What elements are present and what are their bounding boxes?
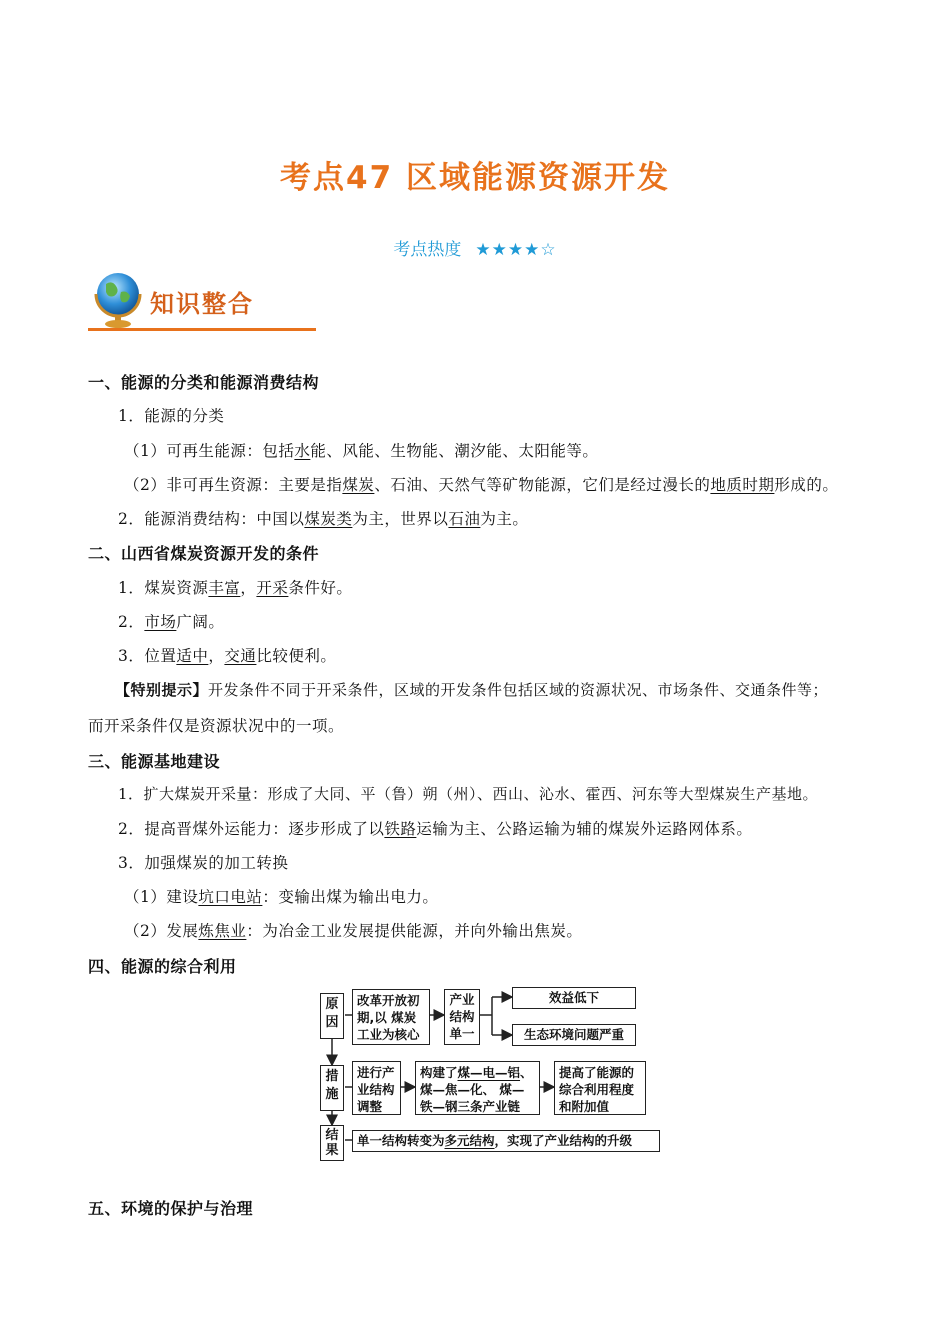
paragraph: 1．扩大煤炭开采量：形成了大同、平（鲁）朔（州）、西山、沁水、霍西、河东等大型煤炭生产基地。 [118,785,819,803]
section-heading: 二、山西省煤炭资源开发的条件 [88,544,320,563]
paragraph: 2．能源消费结构：中国以煤炭类为主，世界以石油为主。 [118,510,529,528]
section-heading: 五、环境的保护与治理 [88,1199,254,1218]
adjust-structure-box: 进行产业结构调整 [352,1061,401,1115]
paragraph: 3．加强煤炭的加工转换 [118,854,289,872]
paragraph: （2）发展炼焦业：为冶金工业发展提供能源，并向外输出焦炭。 [124,922,583,940]
industry-chains-box: 构建了煤—电—铝、煤—焦—化、 煤—铁—钢三条产业链 [415,1061,540,1115]
paragraph: 1．能源的分类 [118,407,225,425]
improve-utilization-box: 提高了能源的综合利用程度和附加值 [554,1061,646,1115]
heat-rating [0,235,950,260]
paragraph: 2．市场广阔。 [118,613,225,631]
tip-paragraph-continued: 而开采条件仅是资源状况中的一项。 [88,717,345,735]
page-title: 考点47 区域能源资源开发 [280,160,670,196]
result-label: 结果 [320,1125,344,1161]
star-rating: ★★★★☆ [475,240,557,260]
paragraph: 2．提高晋煤外运能力：逐步形成了以铁路运输为主、公路运输为辅的煤炭外运路网体系。 [118,820,753,838]
result-box: 单一结构转变为多元结构，实现了产业结构的升级 [352,1130,660,1152]
single-industry-box: 产业结构单一 [444,989,480,1045]
tip-paragraph: 【特别提示】开发条件不同于开采条件，区域的开发条件包括区域的资源状况、市场条件、交通条件等； [115,681,829,699]
section-heading: 四、能源的综合利用 [88,957,237,976]
paragraph: （1）可再生能源：包括水能、风能、生物能、潮汐能、太阳能等。 [124,442,599,460]
banner-underline [88,328,316,331]
paragraph: （2）非可再生资源：主要是指煤炭、石油、天然气等矿物能源，它们是经过漫长的地质时期形成的。 [124,476,839,494]
banner-label: 知识整合 [150,290,254,318]
reason-label: 原因 [320,993,344,1039]
heat-label: 考点热度 [393,240,462,260]
eco-problem-box: 生态环境问题严重 [512,1024,636,1046]
paragraph: 3．位置适中，交通比较便利。 [118,647,337,665]
energy-utilization-diagram [318,985,668,1160]
measure-label: 措施 [320,1065,344,1111]
globe-icon [88,268,148,330]
knowledge-banner [88,268,318,336]
section-heading: 三、能源基地建设 [88,752,221,771]
section-heading: 一、能源的分类和能源消费结构 [88,373,320,392]
low-efficiency-box: 效益低下 [512,987,636,1009]
paragraph: 1．煤炭资源丰富，开采条件好。 [118,579,353,597]
reason-box: 改革开放初期,以 煤炭工业为核心 [352,989,430,1045]
paragraph: （1）建设坑口电站：变输出煤为输出电力。 [124,888,439,906]
